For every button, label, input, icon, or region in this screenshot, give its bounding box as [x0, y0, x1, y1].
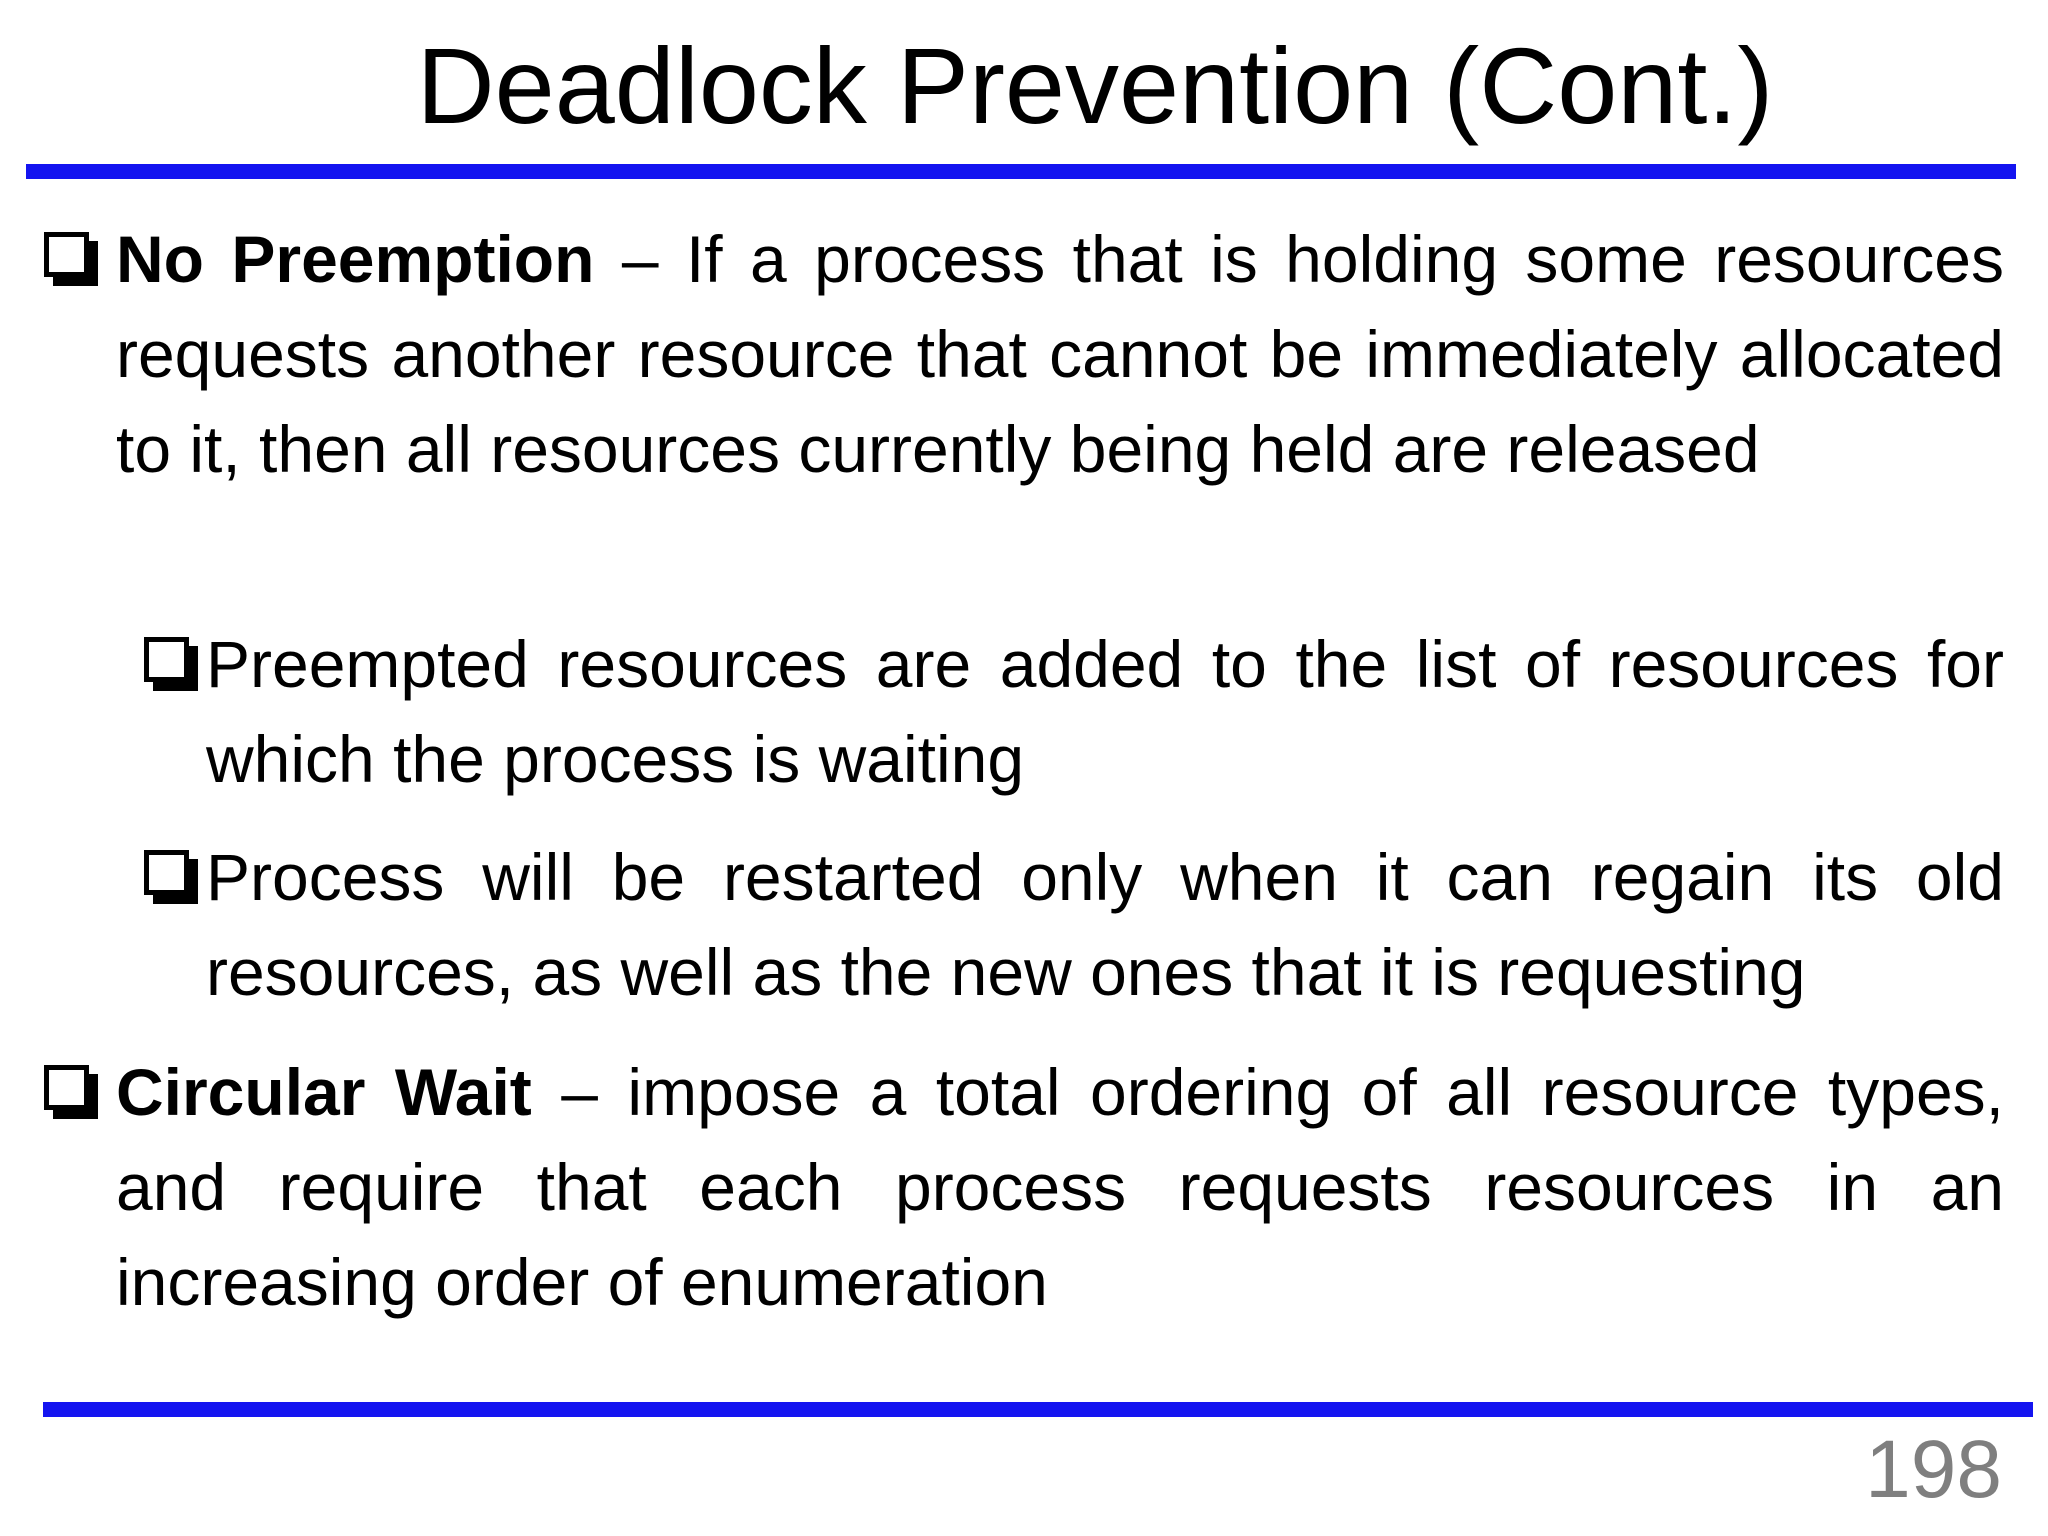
- page-number: 198: [1865, 1424, 2002, 1515]
- bullet-body: – If a process that is holding some resources requests another resource that cannot be immediately allocated to it, then all resources currently being held are released: [116, 222, 2004, 486]
- hollow-square-bullet-icon: [44, 232, 98, 286]
- bullet-no-preemption: [44, 212, 2004, 497]
- bullet-text: [116, 212, 2004, 497]
- sub-bullet-preempted-resources: [144, 617, 2004, 807]
- footer-divider: [43, 1402, 2033, 1417]
- hollow-square-bullet-icon: [44, 1065, 98, 1119]
- bullet-term: Circular Wait: [116, 1055, 532, 1129]
- sub-bullet-text: Process will be restarted only when it can regain its old resources, as well as the new ones that it is requesting: [206, 840, 2004, 1009]
- hollow-square-bullet-icon: [144, 637, 198, 691]
- title-divider: [26, 164, 2016, 179]
- sub-bullet-text: Preempted resources are added to the list of resources for which the process is waiting: [206, 627, 2004, 796]
- sub-bullet-process-restart: [144, 830, 2004, 1020]
- bullet-circular-wait: [44, 1045, 2004, 1330]
- bullet-term: No Preemption: [116, 222, 595, 296]
- slide-title: Deadlock Prevention (Cont.): [416, 25, 1774, 146]
- bullet-body: – impose a total ordering of all resource types, and require that each process requests resources in an increasing order of enumeration: [116, 1055, 2005, 1319]
- bullet-text: [116, 1045, 2004, 1330]
- hollow-square-bullet-icon: [144, 850, 198, 904]
